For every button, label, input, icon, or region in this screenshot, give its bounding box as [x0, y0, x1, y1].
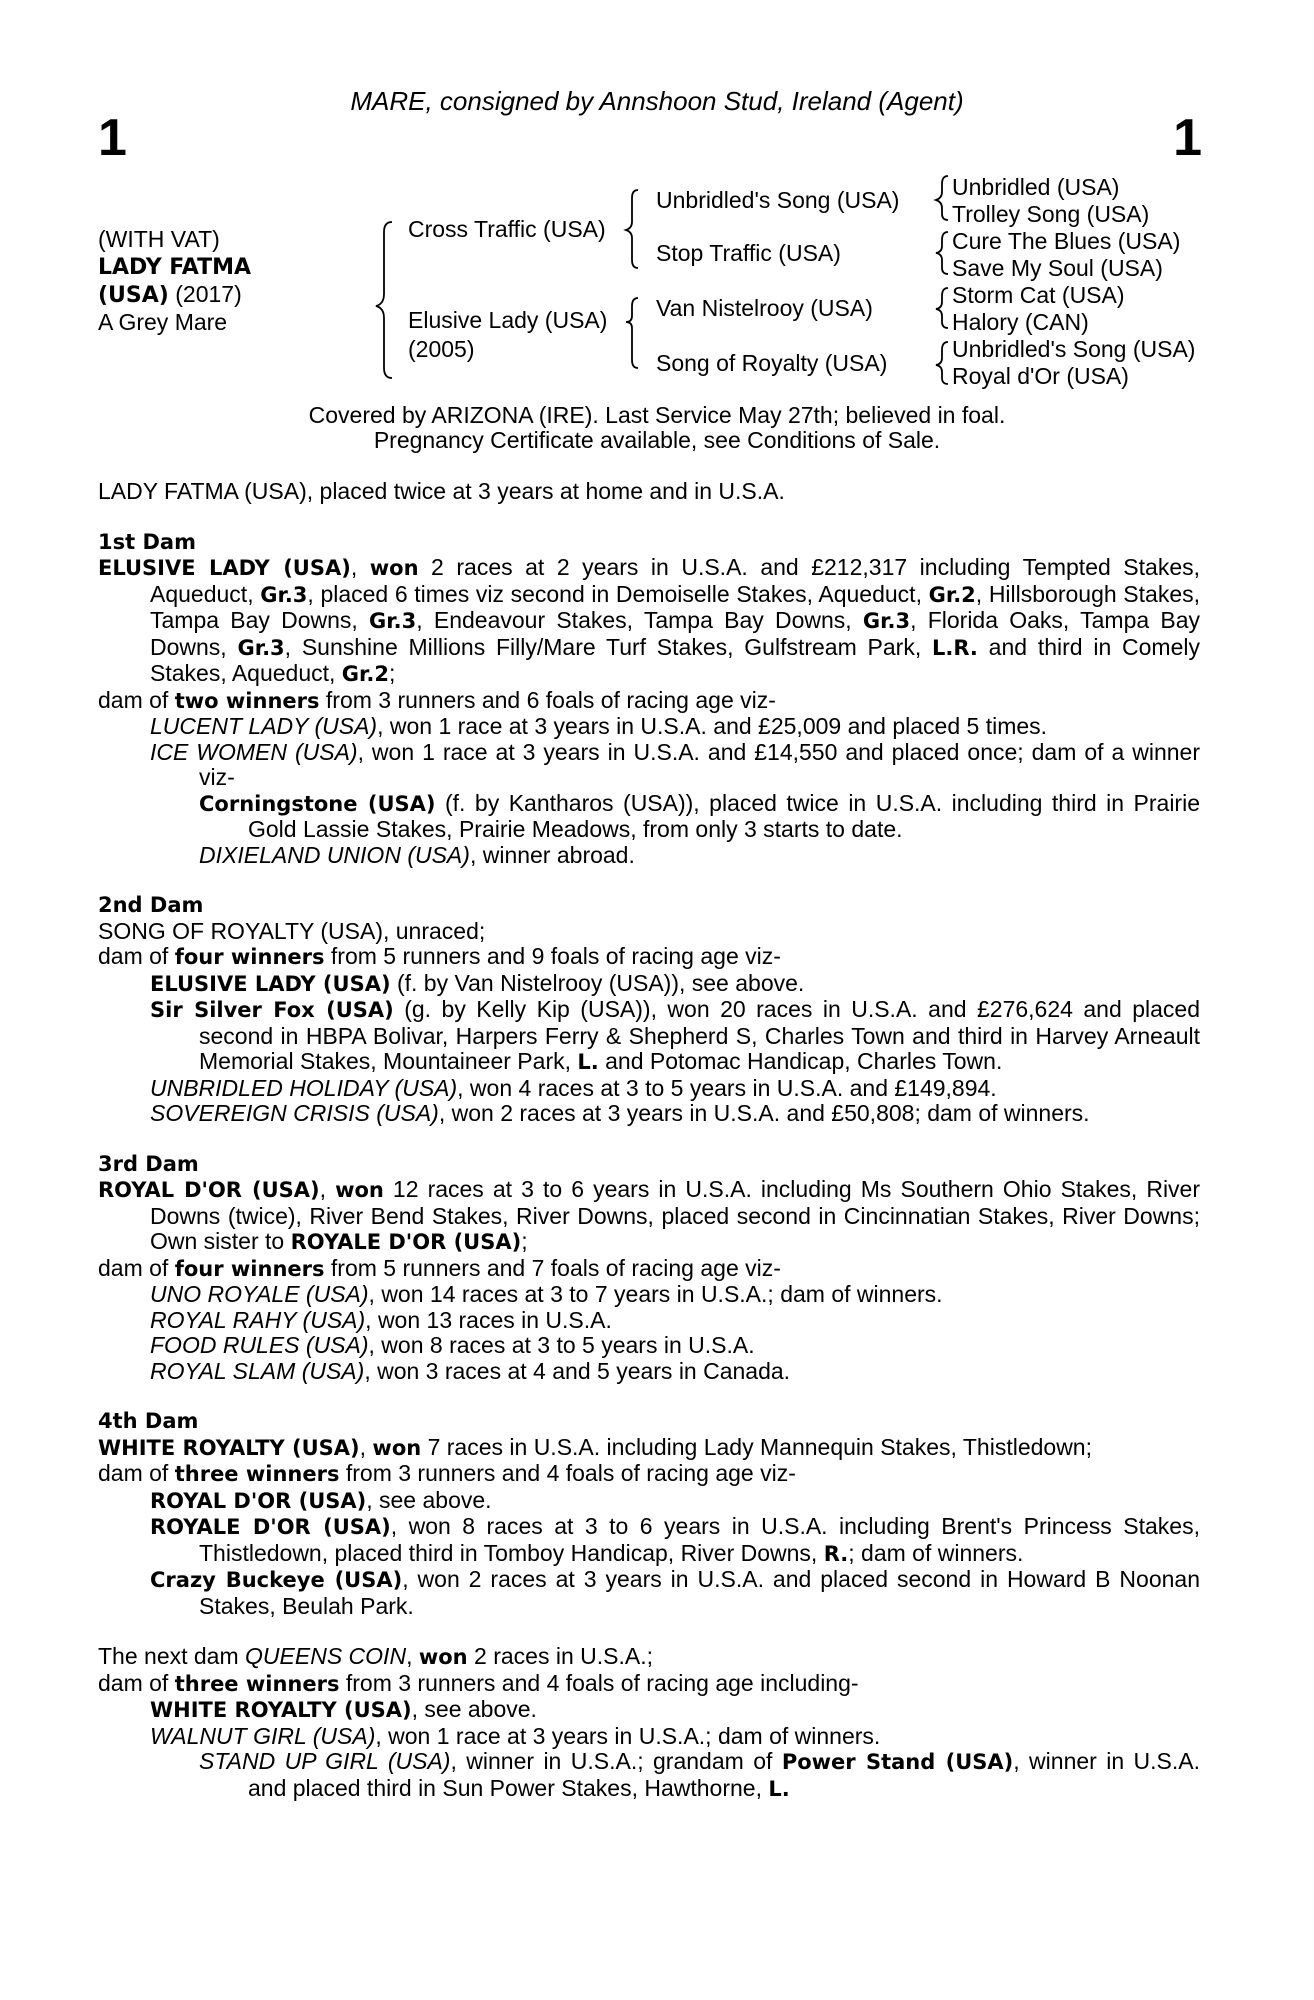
pedigree-gen4-7: Unbridled's Song (USA): [952, 336, 1196, 362]
third-dam-record: ROYAL D'OR (USA), won 12 races at 3 to 6 years in U.S.A. including Ms Southern Ohio Stakes, River Downs (twice), River Bend Stakes, River Downs, placed second in Cincinnatian Stakes, River Downs; Own sister to ROYALE D'OR (USA);: [98, 1176, 1201, 1254]
produce-item: UNO ROYALE (USA), won 14 races at 3 to 7 years in U.S.A.; dam of winners.: [150, 1281, 943, 1307]
first-dam-heading: 1st Dam: [98, 529, 196, 554]
third-dam-produce-summary: dam of four winners from 5 runners and 7 foals of racing age viz-: [98, 1254, 781, 1281]
third-dam-heading: 3rd Dam: [98, 1151, 199, 1176]
pedigree-sire-sire: Unbridled's Song (USA): [656, 187, 900, 213]
second-dam-section: [98, 893, 1200, 1127]
fourth-dam-record: WHITE ROYALTY (USA), won 7 races in U.S.A. including Lady Mannequin Stakes, Thistledown;: [98, 1433, 1092, 1460]
covering-note: [0, 403, 1314, 453]
horse-country: (USA): [98, 283, 169, 308]
second-dam-heading: 2nd Dam: [98, 893, 204, 917]
pedigree-gen4-8: Royal d'Or (USA): [952, 363, 1129, 389]
produce-item: LUCENT LADY (USA), won 1 race at 3 years in U.S.A. and £25,009 and placed 5 times.: [150, 713, 1048, 739]
pedigree-gen4-1: Unbridled (USA): [952, 174, 1120, 200]
second-dam-name: SONG OF ROYALTY (USA), unraced;: [98, 917, 486, 944]
grand-produce-item: Corningstone (USA) (f. by Kantharos (USA)), placed twice in U.S.A. including third in Prairie Gold Lassie Stakes, Prairie Meadows, from only 3 starts to date.: [199, 789, 1200, 842]
grand-produce-item: DIXIELAND UNION (USA), winner abroad.: [199, 841, 635, 868]
consignment-line: MARE, consigned by Annshoon Stud, Ireland (Agent): [350, 86, 964, 116]
horse-year: (2017): [175, 281, 242, 307]
next-dam-record: The next dam QUEENS COIN, won 2 races in U.S.A.;: [98, 1643, 653, 1669]
catalogue-body: [98, 479, 1200, 1802]
first-dam-record: ELUSIVE LADY (USA), won 2 races at 2 years in U.S.A. and £212,317 including Tempted Stakes, Aqueduct, Gr.3, placed 6 times viz second in Demoiselle Stakes, Aqueduct, Gr.2, Hillsborough Stakes, Tampa Bay Downs, Gr.3, Endeavour Stakes, Tampa Bay Downs, Gr.3, Florida Oaks, Tampa Bay Downs, Gr.3, Sunshine Millions Filly/Mare Turf Stakes, Gulfstream Park, L.R. and third in Comely Stakes, Aqueduct, Gr.2;: [98, 554, 1201, 686]
produce-item: SOVEREIGN CRISIS (USA), won 2 races at 3 years in U.S.A. and £50,808; dam of winners.: [150, 1100, 1090, 1126]
first-dam-section: [98, 530, 1200, 869]
covering-line-2: Pregnancy Certificate available, see Conditions of Sale.: [373, 427, 941, 453]
first-dam-name: ELUSIVE LADY (USA): [98, 556, 351, 580]
horse-name: LADY FATMA: [98, 255, 252, 280]
race-record-summary: LADY FATMA (USA), placed twice at 3 years at home and in U.S.A.: [98, 478, 785, 504]
lot-number-left: 1: [98, 109, 127, 167]
covering-line-1: Covered by ARIZONA (IRE). Last Service May 27th; believed in foal.: [308, 402, 1006, 428]
next-dam-section: [98, 1644, 1200, 1802]
vat-label: (WITH VAT): [98, 226, 220, 252]
fourth-dam-name: WHITE ROYALTY (USA): [98, 1435, 360, 1460]
produce-item: ROYALE D'OR (USA), won 8 races at 3 to 6 years in U.S.A. including Brent's Princess Stakes, Thistledown, placed third in Tomboy Handicap, River Downs, R.; dam of winners.: [150, 1513, 1200, 1566]
next-dam-name: QUEENS COIN: [245, 1643, 407, 1669]
lot-number-right: 1: [1173, 109, 1202, 167]
pedigree-dam-year: (2005): [408, 336, 475, 362]
produce-item: ROYAL D'OR (USA), see above.: [150, 1486, 492, 1513]
pedigree-sire-dam: Stop Traffic (USA): [656, 240, 841, 266]
produce-item: ROYAL RAHY (USA), won 13 races in U.S.A.: [150, 1306, 612, 1333]
first-dam-produce-summary: dam of two winners from 3 runners and 6 foals of racing age viz-: [98, 686, 776, 713]
third-dam-name: ROYAL D'OR (USA): [98, 1178, 320, 1202]
fourth-dam-heading: 4th Dam: [98, 1409, 199, 1433]
pedigree-dam-dam: Song of Royalty (USA): [656, 350, 888, 376]
pedigree-gen4-2: Trolley Song (USA): [952, 201, 1150, 227]
fourth-dam-produce-summary: dam of three winners from 3 runners and 4 foals of racing age viz-: [98, 1460, 796, 1486]
pedigree-dam-sire: Van Nistelrooy (USA): [656, 295, 873, 321]
produce-item: ELUSIVE LADY (USA) (f. by Van Nistelrooy (USA)), see above.: [150, 969, 805, 996]
grand-produce-item: STAND UP GIRL (USA), winner in U.S.A.; grandam of Power Stand (USA), winner in U.S.A. and placed third in Sun Power Stakes, Hawthorne, L.: [199, 1748, 1200, 1801]
produce-item: UNBRIDLED HOLIDAY (USA), won 4 races at 3 to 5 years in U.S.A. and £149,894.: [150, 1074, 997, 1101]
fourth-dam-section: [98, 1409, 1200, 1619]
pedigree-gen4-5: Storm Cat (USA): [952, 282, 1125, 308]
pedigree-sire: Cross Traffic (USA): [408, 216, 606, 242]
pedigree-gen4-3: Cure The Blues (USA): [952, 228, 1181, 254]
produce-item: ROYAL SLAM (USA), won 3 races at 4 and 5 years in Canada.: [150, 1357, 791, 1384]
produce-item: ICE WOMEN (USA), won 1 race at 3 years in U.S.A. and £14,550 and placed once; dam of a winner viz-: [150, 738, 1200, 790]
produce-item: WALNUT GIRL (USA), won 1 race at 3 years in U.S.A.; dam of winners.: [150, 1722, 881, 1749]
second-dam-produce-summary: dam of four winners from 5 runners and 9 foals of racing age viz-: [98, 943, 781, 969]
produce-item: FOOD RULES (USA), won 8 races at 3 to 5 years in U.S.A.: [150, 1332, 755, 1358]
produce-item: Sir Silver Fox (USA) (g. by Kelly Kip (USA)), won 20 races in U.S.A. and £276,624 and placed second in HBPA Bolivar, Harpers Ferry & Shepherd S, Charles Town and third in Harvey Arneault Memorial Stakes, Mountaineer Park, L. and Potomac Handicap, Charles Town.: [150, 996, 1201, 1074]
pedigree-dam: Elusive Lady (USA): [408, 307, 608, 333]
third-dam-section: [98, 1152, 1200, 1385]
next-dam-produce-summary: dam of three winners from 3 runners and 4 foals of racing age including-: [98, 1669, 859, 1696]
horse-description: A Grey Mare: [98, 309, 228, 335]
pedigree-gen4-6: Halory (CAN): [952, 309, 1089, 335]
produce-item: WHITE ROYALTY (USA), see above.: [150, 1696, 537, 1722]
pedigree-gen4-4: Save My Soul (USA): [952, 255, 1163, 281]
produce-item: Crazy Buckeye (USA), won 2 races at 3 years in U.S.A. and placed second in Howard B Noonan Stakes, Beulah Park.: [150, 1566, 1200, 1619]
